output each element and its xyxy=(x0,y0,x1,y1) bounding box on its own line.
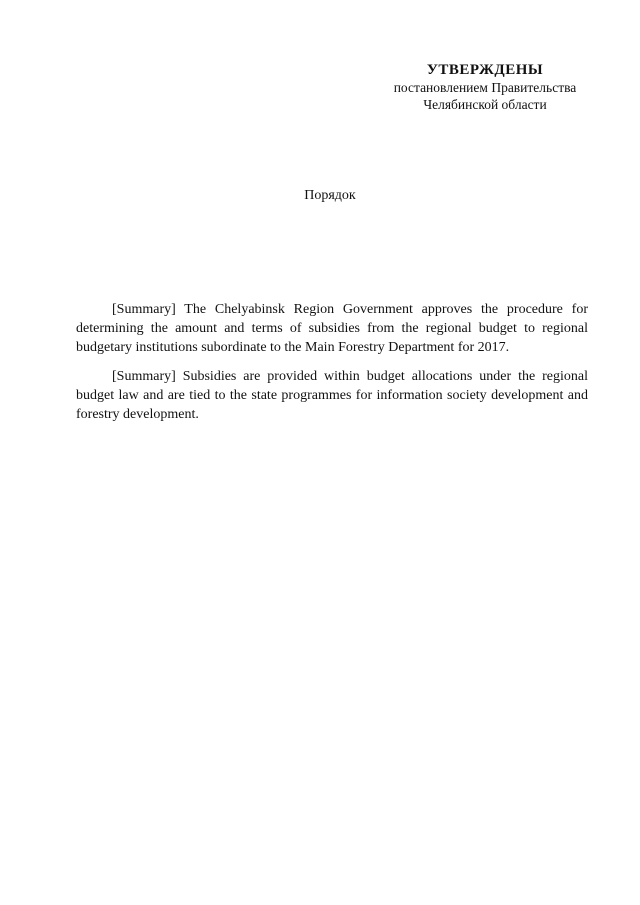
summary-paragraph: [Summary] The Chelyabinsk Region Government approves the procedure for determining the amount and terms of subsidies from the regional budget to regional budgetary institutions subordinate to the Main Forestry Department for 2017. xyxy=(76,302,588,355)
approval-block xyxy=(360,62,610,113)
document-heading xyxy=(60,186,600,205)
approval-line: Челябинской области xyxy=(423,97,547,112)
summary-paragraph: [Summary] Subsidies are provided within budget allocations under the regional budget law and are tied to the state programmes for information society development and forestry development. xyxy=(76,369,588,422)
document-summary xyxy=(76,300,588,434)
approval-line: постановлением Правительства xyxy=(393,80,577,95)
approval-title: УТВЕРЖДЕНЫ xyxy=(426,62,544,78)
heading-title: Порядок xyxy=(304,188,356,203)
